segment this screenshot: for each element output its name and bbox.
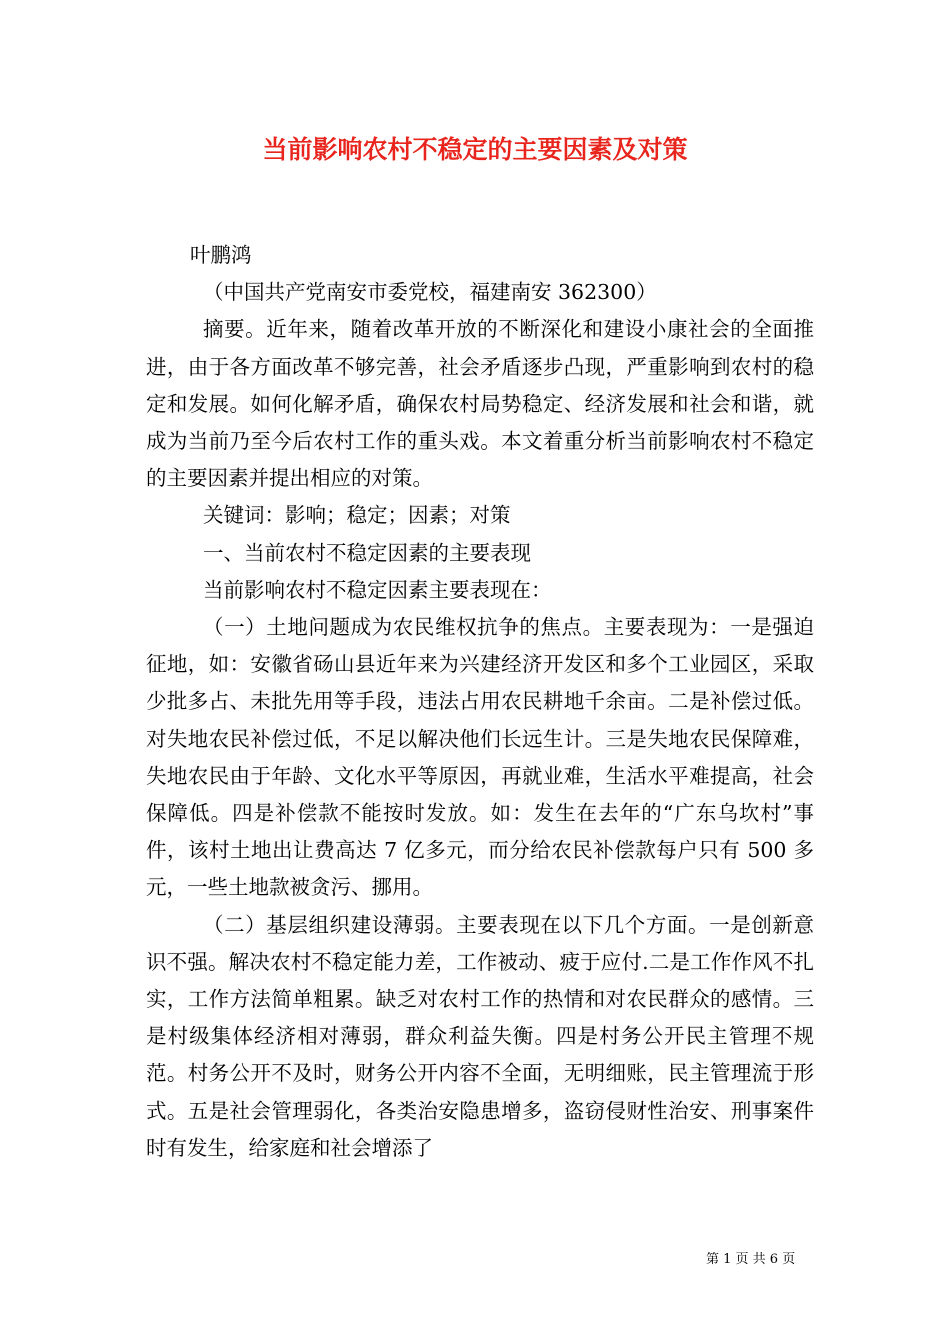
abstract-paragraph: 摘要。近年来，随着改革开放的不断深化和建设小康社会的全面推进，由于各方面改革不够完善，社会矛盾逐步凸现，严重影响到农村的稳定和发展。如何化解矛盾，确保农村局势稳定、经济发展和社会和谐，就成为当前乃至今后农村工作的重头戏。本文着重分析当前影响农村不稳定的主要因素并提出相应的对策。 bbox=[146, 317, 814, 491]
page-number-footer: 第 1 页 共 6 页 bbox=[706, 1252, 796, 1267]
document-body bbox=[146, 237, 814, 1167]
section-intro: 当前影响农村不稳定因素主要表现在： bbox=[203, 577, 552, 602]
author-affiliation: （中国共产党南安市委党校，福建南安 362300） bbox=[203, 280, 657, 305]
body-paragraph-land: （一）土地问题成为农民维权抗争的焦点。主要表现为：一是强迫征地，如：安徽省砀山县近年来为兴建经济开发区和多个工业园区，采取少批多占、未批先用等手段，违法占用农民耕地千余亩。二是补偿过低。对失地农民补偿过低，不足以解决他们长远生计。三是失地农民保障难，失地农民由于年龄、文化水平等原因，再就业难，生活水平难提高，社会保障低。四是补偿款不能按时发放。如：发生在去年的“广东乌坎村”事件，该村土地出让费高达 7 亿多元，而分给农民补偿款每户只有 500 多元，一些土地款被贪污、挪用。 bbox=[146, 615, 814, 900]
body-paragraph-organization: （二）基层组织建设薄弱。主要表现在以下几个方面。一是创新意识不强。解决农村不稳定能力差，工作被动、疲于应付.二是工作作风不扎实，工作方法简单粗累。缺乏对农村工作的热情和对农民群众的感情。三是村级集体经济相对薄弱，群众利益失衡。四是村务公开民主管理不规范。村务公开不及时，财务公开内容不全面，无明细账，民主管理流于形式。五是社会管理弱化，各类治安隐患增多，盗窃侵财性治安、刑事案件时有发生，给家庭和社会增添了 bbox=[146, 912, 814, 1160]
section-heading: 一、当前农村不稳定因素的主要表现 bbox=[203, 540, 531, 565]
author-name: 叶鹏鸿 bbox=[190, 243, 252, 267]
document-title: 当前影响农村不稳定的主要因素及对策 bbox=[262, 135, 688, 164]
keywords-line: 关键词：影响；稳定；因素；对策 bbox=[203, 503, 511, 528]
